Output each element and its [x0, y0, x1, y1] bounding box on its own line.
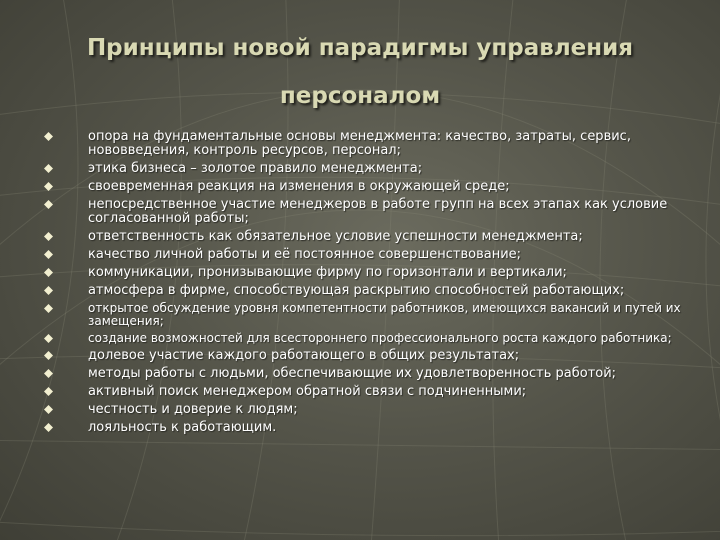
bullet-item — [42, 198, 682, 226]
bullet-list — [42, 130, 682, 439]
bullet-item — [42, 162, 682, 176]
bullet-text: коммуникации, пронизывающие фирму по горизонтали и вертикали; — [88, 265, 567, 280]
bullet-item — [42, 248, 682, 262]
bullet-item — [42, 421, 682, 435]
diamond-bullet-icon — [44, 405, 53, 414]
diamond-bullet-icon — [44, 351, 53, 360]
bullet-text: своевременная реакция на изменения в окружающей среде; — [88, 179, 510, 194]
bullet-text: честность и доверие к людям; — [88, 402, 298, 417]
bullet-item — [42, 385, 682, 399]
bullet-text: ответственность как обязательное условие успешности менеджмента; — [88, 229, 583, 244]
bullet-text: методы работы с людьми, обеспечивающие их удовлетворенность работой; — [88, 366, 617, 381]
bullet-item — [42, 367, 682, 381]
diamond-bullet-icon — [44, 232, 53, 241]
diamond-bullet-icon — [44, 164, 53, 173]
diamond-bullet-icon — [44, 132, 53, 141]
diamond-bullet-icon — [44, 250, 53, 259]
bullet-item — [42, 180, 682, 194]
bullet-text: открытое обсуждение уровня компетентности работников, имеющихся вакансий и путей их замещения; — [88, 301, 681, 328]
bullet-item — [42, 284, 682, 298]
slide-title: Принципы новой парадигмы управления персоналом — [86, 35, 634, 109]
diamond-bullet-icon — [44, 182, 53, 191]
bullet-text: долевое участие каждого работающего в общих результатах; — [88, 348, 520, 363]
bullet-item — [42, 349, 682, 363]
bullet-text: опора на фундаментальные основы менеджмента: качество, затраты, сервис, нововведения, контроль ресурсов, персонал; — [88, 129, 631, 158]
diamond-bullet-icon — [44, 304, 53, 313]
bullet-item — [42, 230, 682, 244]
bullet-text: активный поиск менеджером обратной связи с подчиненными; — [88, 384, 527, 399]
diamond-bullet-icon — [44, 286, 53, 295]
bullet-text: лояльность к работающим. — [88, 420, 277, 435]
bullet-text: атмосфера в фирме, способствующая раскрытию способностей работающих; — [88, 283, 625, 298]
bullet-text: этика бизнеса – золотое правило менеджмента; — [88, 161, 423, 176]
diamond-bullet-icon — [44, 334, 53, 343]
diamond-bullet-icon — [44, 387, 53, 396]
bullet-item — [42, 130, 682, 158]
bullet-item — [42, 403, 682, 417]
diamond-bullet-icon — [44, 268, 53, 277]
diamond-bullet-icon — [44, 200, 53, 209]
bullet-item — [42, 266, 682, 280]
bullet-text: создание возможностей для всестороннего профессионального роста каждого работника; — [88, 331, 672, 345]
bullet-item — [42, 302, 682, 328]
bullet-item — [42, 332, 682, 345]
bullet-text: непосредственное участие менеджеров в работе групп на всех этапах как условие согласованной работы; — [88, 197, 668, 226]
diamond-bullet-icon — [44, 423, 53, 432]
diamond-bullet-icon — [44, 369, 53, 378]
bullet-text: качество личной работы и её постоянное совершенствование; — [88, 247, 522, 262]
